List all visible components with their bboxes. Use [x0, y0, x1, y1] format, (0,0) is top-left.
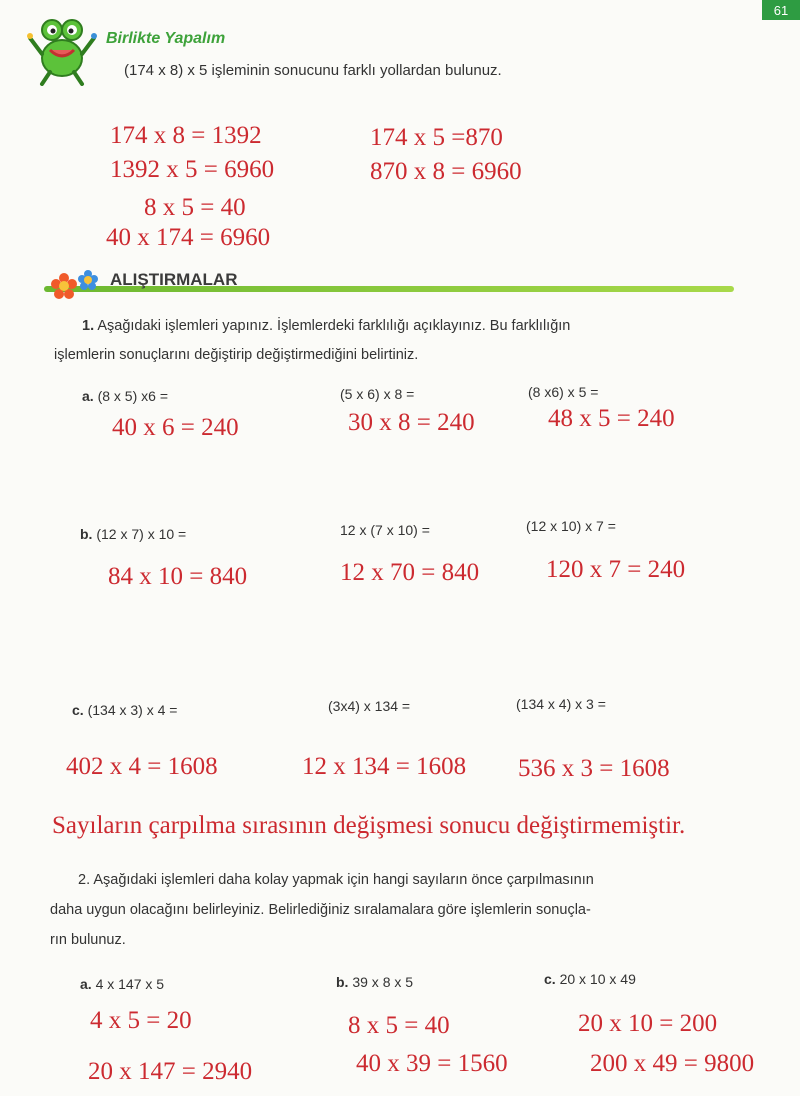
- row-b-answer-2: 12 x 70 = 840: [340, 559, 480, 586]
- intro-question: (174 x 8) x 5 işleminin sonucunu farklı yollardan bulunuz.: [124, 62, 502, 79]
- row-b-question-1: (12 x 7) x 10 =: [96, 526, 187, 542]
- exercise2-answer-b1: 8 x 5 = 40: [348, 1012, 450, 1039]
- exercise1-row-c-q1: [72, 702, 177, 718]
- exercise2-item-a: [80, 976, 164, 992]
- exercise1-number: 1.: [82, 318, 95, 334]
- exercise2-answer-c1: 20 x 10 = 200: [578, 1010, 718, 1037]
- row-c-letter: c.: [72, 702, 84, 718]
- intro-answer-left-3: 8 x 5 = 40: [144, 194, 246, 221]
- frog-mascot-icon: [26, 8, 98, 86]
- intro-answer-right-2: 870 x 8 = 6960: [370, 158, 522, 185]
- intro-answer-left-4: 40 x 174 = 6960: [106, 224, 271, 251]
- page-number: 61: [762, 0, 800, 20]
- exercise2-question-b: 39 x 8 x 5: [352, 974, 414, 990]
- row-b-answer-3: 120 x 7 = 240: [546, 556, 686, 583]
- exercise2-letter-b: b.: [336, 974, 349, 990]
- intro-answer-right-1: 174 x 5 =870: [370, 124, 503, 151]
- row-c-question-2: (3x4) x 134 =: [328, 698, 411, 714]
- row-b-question-2: 12 x (7 x 10) =: [340, 522, 430, 538]
- row-a-question-3: (8 x6) x 5 =: [528, 384, 599, 400]
- exercise2-answer-c2: 200 x 49 = 9800: [590, 1050, 755, 1077]
- row-c-answer-1: 402 x 4 = 1608: [66, 753, 218, 780]
- exercise2-number: 2.: [78, 872, 91, 888]
- exercise2-text-line1: [78, 865, 594, 895]
- exercise2-question-a: 4 x 147 x 5: [95, 976, 165, 992]
- row-c-answer-3: 536 x 3 = 1608: [518, 755, 670, 782]
- exercise2-letter-a: a.: [80, 976, 92, 992]
- exercise1-line2: işlemlerin sonuçlarını değiştirip değiştirmediğini belirtiniz.: [54, 347, 419, 363]
- row-a-question-2: (5 x 6) x 8 =: [340, 386, 415, 402]
- row-a-question-1: (8 x 5) x6 =: [97, 388, 168, 404]
- exercise2-answer-b2: 40 x 39 = 1560: [356, 1050, 508, 1077]
- together-heading: Birlikte Yapalım: [106, 30, 226, 47]
- exercise1-row-a-q1: [82, 388, 168, 404]
- exercise2-answer-a1: 4 x 5 = 20: [90, 1007, 192, 1034]
- row-b-answer-1: 84 x 10 = 840: [108, 563, 248, 590]
- exercise1-row-b-q1: [80, 526, 186, 542]
- exercise2-item-b: [336, 974, 413, 990]
- exercise1-conclusion: Sayıların çarpılma sırasının değişmesi sonucu değiştirmemiştir.: [52, 812, 686, 839]
- row-a-answer-1: 40 x 6 = 240: [112, 414, 239, 441]
- exercise1-line1: Aşağıdaki işlemleri yapınız. İşlemlerdeki farklılığı açıklayınız. Bu farklılığın: [97, 318, 571, 334]
- intro-answer-left-1: 174 x 8 = 1392: [110, 122, 262, 149]
- row-b-letter: b.: [80, 526, 93, 542]
- exercise2-item-c: [544, 971, 636, 987]
- exercise2-question-c: 20 x 10 x 49: [559, 971, 636, 987]
- exercise2-letter-c: c.: [544, 971, 556, 987]
- row-a-letter: a.: [82, 388, 94, 404]
- section-title: ALIŞTIRMALAR: [110, 270, 238, 289]
- row-c-question-3: (134 x 4) x 3 =: [516, 696, 606, 712]
- intro-answer-left-2: 1392 x 5 = 6960: [110, 156, 275, 183]
- row-a-answer-3: 48 x 5 = 240: [548, 405, 675, 432]
- flowers-icon: [48, 266, 108, 302]
- row-a-answer-2: 30 x 8 = 240: [348, 409, 475, 436]
- row-b-question-3: (12 x 10) x 7 =: [526, 518, 616, 534]
- exercise2-line2: daha uygun olacağını belirleyiniz. Belirlediğiniz sıralamalara göre işlemlerin sonuçla-: [50, 902, 591, 918]
- row-c-question-1: (134 x 3) x 4 =: [87, 702, 178, 718]
- row-c-answer-2: 12 x 134 = 1608: [302, 753, 467, 780]
- exercise1-text-line1: [82, 311, 570, 341]
- exercise2-answer-a2: 20 x 147 = 2940: [88, 1058, 253, 1085]
- exercise2-line1: Aşağıdaki işlemleri daha kolay yapmak için hangi sayıların önce çarpılmasının: [93, 872, 594, 888]
- exercise2-line3: rın bulunuz.: [50, 932, 126, 948]
